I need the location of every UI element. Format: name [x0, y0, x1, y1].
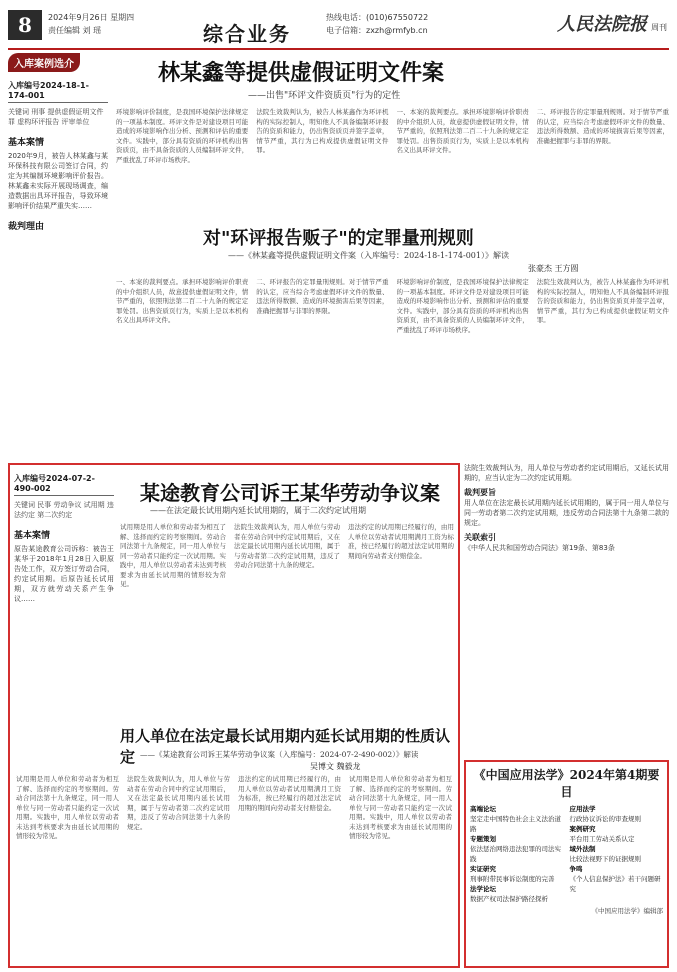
journal-section: 专题策划 [470, 835, 496, 843]
related-label: 关联索引 [464, 533, 496, 542]
case-a-headline: 林某鑫等提供虚假证明文件案 [158, 60, 445, 86]
basic-facts: 2020年9月，被告人林某鑫与某环保科技有限公司签订合同，约定为其编制环境影响评价报告。林某鑫未实际开展现场调查，编造数据出具环评报告，导致环境影响评价结果严重失实…… [8, 152, 108, 210]
journal-section: 高端论坛 [470, 805, 496, 813]
body-column: 法院生效裁判认为，被告人林某鑫作为环评机构的实际控制人，明知他人不具备编制环评报告的资质和能力，仍出售资质页并签字盖章，情节严重，其行为已构成提供虚假证明文件罪。 [536, 278, 669, 324]
body-column: 法院生效裁判认为，用人单位与劳动者在劳动合同中约定试用期后，又在法定最长试用期内延长试用期，属于与劳动者第二次约定试用期，违反了劳动合同法第十九条的规定。 [234, 523, 340, 569]
case-b-section [8, 463, 460, 968]
case-a-deck: ——出售"环评文件资质页"行为的定性 [248, 91, 401, 101]
case-a-section [8, 52, 669, 457]
body-column: 环境影响评价制度，是我国环境保护法律规定的一项基本制度。环评文件是对建设项目可能造成的环境影响作出分析、预测和评估的重要文件。实践中，部分具有资质的环评机构出售资质页，由不具备资质的人员编制环评文件，严重扰乱了环评市场秩序。 [396, 278, 529, 334]
journal-grid [470, 804, 663, 904]
journal-col-2 [570, 804, 664, 904]
basic-facts: 原告某途教育公司诉称：被告王某华于2018年1月28日入职原告处工作，双方签订劳动合同，约定试用期。后原告延长试用期，双方就劳动关系产生争议…… [14, 545, 114, 603]
body-column: 法院生效裁判认为，被告人林某鑫作为环评机构的实际控制人，明知他人不具备编制环评报告的资质和能力，仍出售资质页并签字盖章，情节严重，其行为已构成提供虚假证明文件罪。 [256, 108, 389, 154]
section-title: 综合业务 [203, 22, 291, 46]
journal-item: 坚定走中国特色社会主义法治道路 [470, 815, 561, 833]
case-b-headline: 某途教育公司诉王某华劳动争议案 [140, 481, 440, 505]
journal-item: 《个人信息保护法》若干问题研究 [569, 875, 661, 893]
case-number: 入库编号2024-18-1-174-001 [8, 80, 108, 103]
body-column: 违法约定的试用期已经履行的，由用人单位以劳动者试用期满月工资为标准，按已经履行的超过法定试用期的期间向劳动者支付赔偿金。 [348, 523, 454, 560]
journal-section: 实证研究 [470, 865, 496, 873]
commentary-a-deck: ——《林某鑫等提供虚假证明文件案（入库编号：2024-18-1-174-001）》解读 [228, 251, 509, 260]
judgment-label: 裁判要旨 [464, 488, 496, 497]
journal-section: 争鸣 [569, 865, 583, 873]
editors: 责任编辑 刘 瑶 [48, 26, 102, 35]
case-b-body-bottom [16, 775, 452, 961]
related-text: 《中华人民共和国劳动合同法》第19条、第83条 [464, 544, 615, 552]
case-a-body-top [116, 108, 669, 216]
brand-name: 人民法院报 [557, 14, 647, 35]
journal-col-1 [470, 804, 564, 904]
basic-facts-label: 基本案情 [8, 138, 45, 148]
judgment-label: 裁判理由 [8, 222, 45, 232]
journal-section: 法学论坛 [470, 885, 496, 893]
commentary-b-byline: 吴博文 魏毅龙 [310, 762, 361, 771]
brand-logo [557, 10, 667, 36]
body-column: 试用期是用人单位和劳动者为相互了解、选择而约定的考察期间。劳动合同法第十九条规定，同一用人单位与同一劳动者只能约定一次试用期。实践中，用人单位以劳动者未达到考核要求为由延长试用期的情形较为常见。 [16, 775, 119, 840]
basic-facts-label: 基本案情 [14, 531, 51, 541]
body-column: 一、本案的裁判要点。承担环境影响评价职责的中介组织人员，故意提供虚假证明文件，情节严重的，依照刑法第二百二十九条的规定定罪处罚。出售资质页行为，实质上是以本机构名义出具环评文件。 [396, 108, 529, 154]
right-intro: 法院生效裁判认为，用人单位与劳动者约定试用期后，又延长试用期的，应当认定为二次约定试用期。 [464, 464, 669, 482]
body-column: 二、环评报告的定罪量刑规则。对于情节严重的认定，应当综合考虑虚假环评文件的数量、违法所得数额、造成的环境损害后果等因素，准确把握罪与非罪的界限。 [256, 278, 389, 315]
page-number: 8 [8, 10, 42, 40]
journal-footer: 《中国应用法学》编辑部 [591, 907, 663, 915]
right-column [464, 463, 669, 553]
journal-item: 刑事附带民事诉讼制度的完善 [470, 875, 555, 883]
case-b-deck: ——在法定最长试用期内延长试用期的，属于二次约定试用期 [150, 506, 366, 515]
email: 电子信箱：zxzh@rmfyb.cn [326, 26, 428, 35]
journal-item: 依法惩治网络违法犯罪的司法实践 [470, 845, 561, 863]
commentary-b-headline: 用人单位在法定最长试用期内延长试用期的性质认定 [120, 727, 451, 766]
judgment-text: 用人单位在法定最长试用期内延长试用期的，属于同一用人单位与同一劳动者第二次约定试用期，违反劳动合同法第十九条第二款的规定。 [464, 499, 669, 527]
journal-section: 域外法制 [569, 845, 596, 853]
journal-title: 《中国应用法学》2024年第4期要目 [473, 768, 660, 799]
commentary-a-byline: 张豪杰 王方圆 [528, 264, 579, 273]
keywords: 关键词 刑事 提供虚假证明文件罪 虚构环评报告 评审单位 [8, 108, 104, 126]
body-column: 一、本案的裁判要点。承担环境影响评价职责的中介组织人员，故意提供虚假证明文件，情节严重的，依照刑法第二百二十九条的规定定罪处罚。出售资质页行为，实质上是以本机构名义出具环评文件。 [116, 278, 249, 324]
case-a-sidebar [8, 52, 108, 232]
journal-contents-box [464, 760, 669, 968]
masthead [8, 6, 669, 50]
hotline: 热线电话：(010)67550722 [326, 13, 429, 22]
commentary-a-headline: 对"环评报告贩子"的定罪量刑规则 [203, 228, 474, 249]
body-column: 试用期是用人单位和劳动者为相互了解、选择而约定的考察期间。劳动合同法第十九条规定，同一用人单位与同一劳动者只能约定一次试用期。实践中，用人单位以劳动者未达到考核要求为由延长试用期的情形较为常见。 [349, 775, 452, 840]
journal-section: 案例研究 [569, 825, 596, 833]
case-tag: 入库案例选介 [8, 53, 80, 72]
body-column: 试用期是用人单位和劳动者为相互了解、选择而约定的考察期间。劳动合同法第十九条规定，同一用人单位与同一劳动者只能约定一次试用期。实践中，用人单位以劳动者未达到考核要求为由延长试用期的情形较为常见。 [120, 523, 226, 588]
body-column: 环境影响评价制度，是我国环境保护法律规定的一项基本制度。环评文件是对建设项目可能造成的环境影响作出分析、预测和评估的重要文件。实践中，部分具有资质的环评机构出售资质页，由不具备资质的人员编制环评文件，严重扰乱了环评市场秩序。 [116, 108, 249, 164]
case-a-body-bottom [116, 278, 669, 450]
contact-info [326, 11, 428, 37]
case-number: 入库编号2024-07-2-490-002 [14, 473, 114, 496]
issue-info [48, 11, 134, 37]
issue-date: 2024年9月26日 星期四 [48, 13, 135, 22]
body-column: 法院生效裁判认为，用人单位与劳动者在劳动合同中约定试用期后，又在法定最长试用期内延长试用期，属于与劳动者第二次约定试用期，违反了劳动合同法第十九条的规定。 [127, 775, 230, 831]
journal-item: 比较法视野下的证据规则 [569, 855, 641, 863]
journal-section: 应用法学 [569, 805, 596, 813]
case-b-sidebar [14, 469, 114, 604]
body-column: 违法约定的试用期已经履行的，由用人单位以劳动者试用期满月工资为标准，按已经履行的超过法定试用期的期间向劳动者支付赔偿金。 [238, 775, 341, 812]
journal-item: 数据产权司法保护路径探析 [470, 895, 548, 903]
journal-item: 行政协议诉讼的审查规则 [569, 815, 641, 823]
body-column: 二、环评报告的定罪量刑规则。对于情节严重的认定，应当综合考虑虚假环评文件的数量、违法所得数额、造成的环境损害后果等因素，准确把握罪与非罪的界限。 [536, 108, 669, 145]
case-b-body-top [120, 523, 454, 713]
commentary-b-deck: ——《某途教育公司诉王某华劳动争议案（入库编号：2024-07-2-490-002）》解读 [140, 750, 419, 759]
journal-item: 平台用工劳动关系认定 [569, 835, 635, 843]
brand-sub: 周刊 [651, 23, 667, 32]
keywords: 关键词 民事 劳动争议 试用期 违法约定 第二次约定 [14, 501, 114, 519]
